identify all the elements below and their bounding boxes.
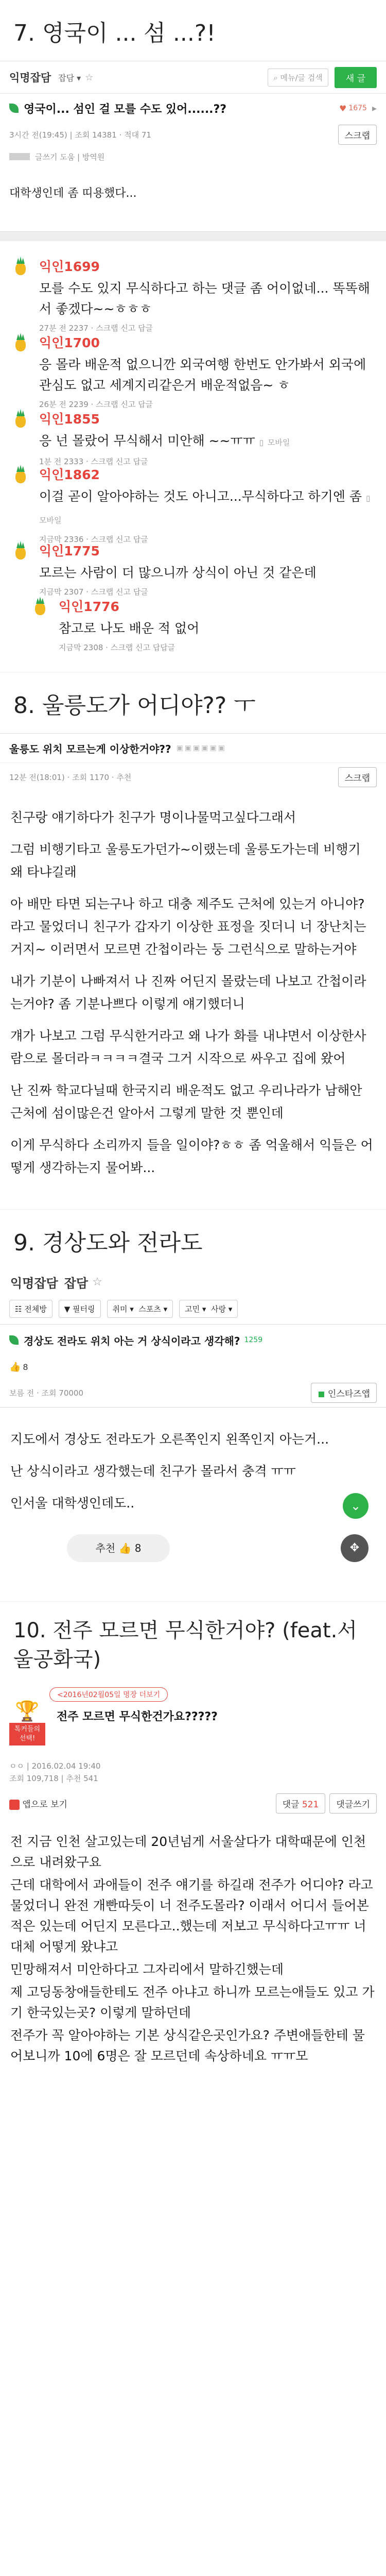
post-title: 전주 모르면 무식한건가요????? bbox=[57, 1710, 218, 1723]
comment-meta[interactable]: 지금막 2308 · 스크랩 신고 답답글 bbox=[59, 643, 176, 652]
comment-text: 응 몰라 배운적 없으니깐 외국여행 한번도 안가봐서 외국에 관심도 없고 세계지리같은거 배운적없음~ ㅎ bbox=[39, 357, 366, 393]
menu-icon: ☷ bbox=[15, 1304, 22, 1314]
filter-bar bbox=[0, 1293, 386, 1324]
tag-group bbox=[179, 1300, 238, 1318]
paragraph: 친구랑 얘기하다가 친구가 명이나물먹고싶다그래서 bbox=[10, 810, 296, 825]
post-body bbox=[0, 1408, 386, 1515]
post-title-row bbox=[0, 733, 386, 763]
post-body bbox=[0, 1821, 386, 2066]
like-count: 8 bbox=[23, 1362, 28, 1372]
paragraph: 인서울 대학생인데도.. bbox=[10, 1496, 135, 1511]
app-button[interactable]: 앱으로 보기 bbox=[9, 1797, 67, 1810]
post-meta-row bbox=[0, 123, 386, 146]
award-ribbon: 톡커들의 선택! bbox=[9, 1723, 45, 1745]
tag-worry[interactable]: 고민 ▾ bbox=[185, 1304, 206, 1314]
mobile-icon: ▯ bbox=[365, 494, 371, 503]
tag-hobby[interactable]: 취미 ▾ bbox=[112, 1304, 134, 1314]
likes-row bbox=[0, 1355, 386, 1378]
paragraph: 민망해져서 미안하다고 그자리에서 말하긴했는데 bbox=[10, 1962, 284, 1977]
comment-text: 모르는 사람이 더 많으니까 상식이 아닌 것 같은데 bbox=[39, 565, 317, 580]
post-title: 울릉도 위치 모르는게 이상한거야?? bbox=[9, 742, 171, 755]
comment-meta[interactable]: 지금막 2336 · 스크랩 신고 답글 bbox=[39, 535, 148, 544]
post-header bbox=[0, 1687, 386, 1785]
pineapple-avatar-icon bbox=[11, 333, 30, 351]
comment-meta[interactable]: 1분 전 2333 · 스크랩 신고 답글 bbox=[39, 457, 148, 466]
post-count: 1675 bbox=[348, 104, 367, 112]
board-name[interactable]: 익명잡담 bbox=[9, 72, 51, 84]
board-tag[interactable]: 잡담 bbox=[64, 1276, 89, 1291]
floating-grid-button[interactable] bbox=[341, 1534, 369, 1562]
star-icon[interactable]: ☆ bbox=[92, 1275, 102, 1289]
comment-text: 응 넌 몰랐어 무식해서 미안해 ~~ㅠㅠ ▯ 모바일 bbox=[39, 433, 290, 448]
section-title: 7. 영국이 ... 섬 ...?! bbox=[0, 0, 386, 61]
section-title: 9. 경상도와 전라도 bbox=[0, 1209, 386, 1270]
paragraph: 내가 기분이 나빠져서 나 진짜 어딘지 몰랐는데 나보고 간첩이라는거야? 좀 기분나쁘다 이렇게 얘기했더니 bbox=[10, 974, 366, 1011]
comment-meta[interactable]: 27분 전 2237 · 스크랩 신고 답글 bbox=[39, 324, 153, 333]
thumb-up-icon: 👍 bbox=[118, 1542, 132, 1554]
comment-text: 모를 수도 있지 무식하다고 하는 댓글 좀 어이없네... 똑똑해서 좋겠다~~ㅎㅎㅎ bbox=[39, 281, 370, 316]
commenter-name[interactable]: 익인1700 bbox=[39, 335, 100, 350]
comment-button[interactable]: 댓글 521 bbox=[276, 1793, 326, 1814]
scrap-button[interactable]: 스크랩 bbox=[338, 125, 377, 145]
post-meta-row bbox=[0, 1378, 386, 1408]
recommend-button[interactable] bbox=[67, 1534, 170, 1562]
app-icon bbox=[9, 1800, 20, 1810]
author-extra: 글쓰기 도움 | 방역원 bbox=[35, 152, 105, 162]
star-icon[interactable]: ☆ bbox=[85, 72, 94, 83]
paragraph: 전주가 꼭 알아야하는 기본 상식같은곳인가요? 주변애들한테 물어보니까 10에 6명은 잘 모르던데 속상하네요 ㅠㅠ모 bbox=[10, 2028, 365, 2063]
instagram-button[interactable]: ◼ 인스타즈앱 bbox=[311, 1383, 377, 1403]
paragraph: 근데 대학에서 과애들이 전주 얘기를 하길래 전주가 어디야? 라고 물었더니 완전 개빤따듯이 너 전주도몰라? 이래서 어디서 들어본적은 있는데 어딘지 모른다고..했는데 저보고 무식하다고ㅠㅠ 너 대체 어떻게 왔냐고 bbox=[10, 1877, 373, 1954]
post-title-row bbox=[0, 94, 386, 123]
post-title: 경상도 전라도 위치 아는 거 상식이라고 생각해? bbox=[24, 1334, 240, 1347]
paragraph: 아 배만 타면 되는구나 하고 대충 제주도 근처에 있는거 아니야? 라고 물었더니 친구가 갑자기 이상한 표정을 짓더니 너 장난치는거지~ 이러면서 모르면 간첩이라는 둥 그런식으로 말하는거야 bbox=[10, 896, 366, 957]
pineapple-avatar-icon bbox=[11, 465, 30, 483]
leaf-icon bbox=[9, 104, 19, 113]
more-icon[interactable]: ▸ bbox=[372, 103, 377, 114]
commenter-name[interactable]: 익인1776 bbox=[59, 599, 119, 614]
commenter-name[interactable]: 익인1862 bbox=[39, 467, 100, 482]
paragraph: 제 고딩동창애들한테도 전주 아냐고 하니까 모르는애들도 있고 가기 한국있는곳? 이렇게 말하던데 bbox=[10, 1985, 375, 2020]
tag-group bbox=[107, 1300, 173, 1318]
post-count: 1259 bbox=[244, 1336, 263, 1344]
section-title: 10. 전주 모르면 무식한거야? (feat.서울공화국) bbox=[0, 1602, 386, 1687]
section-4 bbox=[0, 1601, 386, 2066]
post-meta: 보름 전 · 조회 70000 bbox=[9, 1388, 84, 1398]
date-badge[interactable]: <2016년02월05일 명장 더보기 bbox=[49, 1687, 168, 1702]
paragraph: 이게 무식하다 소리까지 들을 일이야?ㅎㅎ 좀 억울해서 익들은 어떻게 생각하는지 물어봐... bbox=[10, 1138, 373, 1175]
commenter-name[interactable]: 익인1775 bbox=[39, 544, 100, 558]
action-icons[interactable]: ▣▣▣▣▣▣ bbox=[176, 744, 226, 752]
board-tag[interactable]: 잡담 ▾ bbox=[58, 73, 81, 83]
like-icon: 👍 bbox=[9, 1361, 21, 1372]
pineapple-avatar-icon bbox=[31, 597, 49, 615]
board-header bbox=[0, 1270, 386, 1293]
comment-meta[interactable]: 지금막 2307 · 스크랩 신고 답글 bbox=[39, 587, 148, 597]
paragraph: 그럼 비행기타고 울릉도가던가~이랬는데 울릉도가는데 비행기 왜 타냐길래 bbox=[10, 842, 361, 879]
paragraph: 난 상식이라고 생각했는데 친구가 몰라서 충격 ㅠㅠ bbox=[10, 1464, 296, 1479]
award-badge bbox=[9, 1700, 45, 1756]
instagram-icon: ◼ bbox=[318, 1388, 325, 1399]
section-3 bbox=[0, 1209, 386, 1601]
paragraph: 지도에서 경상도 전라도가 오른쪽인지 왼쪽인지 아는거... bbox=[10, 1432, 329, 1447]
write-button[interactable]: 새 글 bbox=[335, 67, 377, 88]
comment-meta[interactable]: 26분 전 2239 · 스크랩 신고 답글 bbox=[39, 400, 153, 409]
paragraph: 걔가 나보고 그럼 무식한거라고 왜 나가 화를 내냐면서 이상한사람으로 몰더라ㅋㅋㅋㅋ결국 그거 시작으로 싸우고 집에 왔어 bbox=[10, 1028, 366, 1066]
pineapple-avatar-icon bbox=[11, 541, 30, 560]
post-meta: 12분 전(18:01) · 조회 1170 · 추천 bbox=[9, 772, 132, 782]
section-title: 8. 울릉도가 어디야?? ㅜ bbox=[0, 672, 386, 733]
post-meta: 3시간 전(19:45) | 조회 14381 · 적대 71 bbox=[9, 130, 151, 140]
write-comment-button[interactable]: 댓글쓰기 bbox=[329, 1793, 377, 1814]
paragraph: 난 진짜 학교다닐때 한국지리 배운적도 없고 우리나라가 남해안 근처에 섬이많은건 알아서 그렇게 말한 것 뿐인데 bbox=[10, 1083, 362, 1121]
board-name[interactable]: 익명잡담 bbox=[10, 1276, 58, 1291]
pineapple-avatar-icon bbox=[11, 409, 30, 428]
post-meta-1: ㅇㅇ | 2016.02.04 19:40 bbox=[9, 1761, 101, 1771]
section-2 bbox=[0, 672, 386, 1179]
post-meta-row bbox=[0, 763, 386, 791]
leaf-icon bbox=[9, 1335, 19, 1345]
comment bbox=[0, 533, 386, 597]
post-card bbox=[0, 61, 386, 232]
thumb-icon: ♥ bbox=[339, 103, 347, 113]
mobile-icon: ▯ bbox=[259, 438, 264, 447]
author-row bbox=[0, 146, 386, 167]
action-bar bbox=[0, 1785, 386, 1821]
paragraph: 전 지금 인천 살고있는데 20년넘게 서울살다가 대학때문에 인천으로 내려왔구요 bbox=[10, 1834, 366, 1870]
comment bbox=[0, 456, 386, 544]
trophy-icon: 🏆 bbox=[15, 1700, 40, 1722]
search-icon: ⌕ bbox=[273, 73, 278, 82]
commenter-name[interactable]: 익인1855 bbox=[39, 412, 100, 427]
search-box[interactable]: ⌕ 메뉴/글 검색 bbox=[268, 69, 328, 87]
grid-icon: ✥ bbox=[349, 1541, 360, 1554]
author-avatar bbox=[9, 153, 30, 160]
comment bbox=[0, 325, 386, 409]
menu-button[interactable]: ☷ 전체방 bbox=[9, 1300, 52, 1318]
scrap-button[interactable]: 스크랩 bbox=[338, 767, 377, 787]
board-header bbox=[0, 61, 386, 94]
filter-icon: ▼ bbox=[64, 1304, 71, 1314]
post-meta-2: 조회 109,718 | 추천 541 bbox=[9, 1774, 98, 1783]
post-body: 대학생인데 좀 띠용했다... bbox=[9, 187, 137, 200]
post-title: 영국이... 섬인 걸 모를 수도 있어......?? bbox=[24, 103, 227, 116]
tag-sports[interactable]: 스포츠 ▾ bbox=[138, 1304, 168, 1314]
post-body bbox=[0, 791, 386, 1179]
chat-icon: ⌄ bbox=[350, 1499, 361, 1513]
comment-text: 참고로 나도 배운 적 없어 bbox=[59, 621, 200, 636]
comment-list bbox=[0, 241, 386, 652]
commenter-name[interactable]: 익인1699 bbox=[39, 259, 100, 274]
comment-text: 이걸 곧이 알아야하는 것도 아니고...무식하다고 하기엔 좀 ▯ 모바일 bbox=[39, 489, 371, 525]
post-title-row bbox=[0, 1324, 386, 1355]
recommend-label: 추천 bbox=[95, 1542, 116, 1554]
comment bbox=[0, 401, 386, 466]
tag-love[interactable]: 사랑 ▾ bbox=[210, 1304, 233, 1314]
pineapple-avatar-icon bbox=[11, 257, 30, 275]
divider bbox=[0, 232, 386, 241]
comment bbox=[0, 248, 386, 333]
section-1 bbox=[0, 0, 386, 652]
filter-button[interactable]: ▼ 필터링 bbox=[59, 1300, 101, 1318]
recommend-count: 8 bbox=[134, 1542, 142, 1554]
floating-chat-button[interactable] bbox=[343, 1493, 369, 1519]
